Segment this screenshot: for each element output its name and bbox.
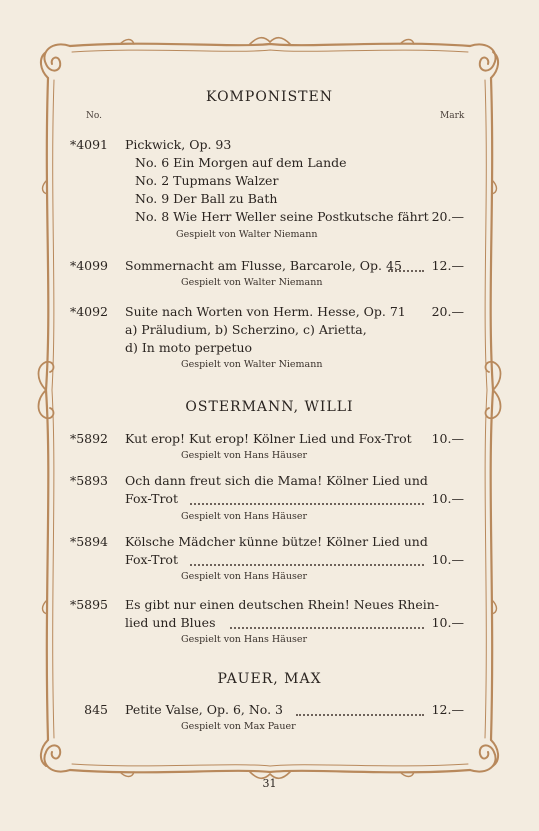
entry-subitem: No. 2 Tupmans Walzer bbox=[135, 173, 279, 188]
entry-title-continued: lied und Blues bbox=[125, 615, 216, 630]
entry-number: 845 bbox=[84, 702, 108, 717]
entry-price: 10.— bbox=[431, 552, 464, 567]
entry-performer: Gespielt von Hans Häuser bbox=[181, 450, 307, 461]
entry-subitem: No. 6 Ein Morgen auf dem Lande bbox=[135, 155, 347, 170]
column-header-number: No. bbox=[86, 111, 102, 121]
entry-number: *5895 bbox=[69, 597, 108, 612]
entry-title: Pickwick, Op. 93 bbox=[125, 137, 232, 152]
entry-performer: Gespielt von Max Pauer bbox=[181, 721, 296, 732]
column-header-price: Mark bbox=[440, 111, 465, 121]
entry-price: 10.— bbox=[431, 491, 464, 506]
dot-leader bbox=[190, 493, 424, 505]
dot-leader bbox=[230, 617, 424, 629]
entry-title: Es gibt nur einen deutschen Rhein! Neues Rhein- bbox=[125, 597, 439, 612]
entry-price: 12.— bbox=[431, 702, 464, 717]
entry-number: *5894 bbox=[69, 534, 108, 549]
entry-subitem: a) Präludium, b) Scherzino, c) Arietta, bbox=[125, 322, 367, 337]
entry-performer: Gespielt von Hans Häuser bbox=[181, 571, 307, 582]
entry-performer: Gespielt von Walter Niemann bbox=[181, 359, 323, 370]
entry-title: Petite Valse, Op. 6, No. 3 bbox=[125, 702, 283, 717]
entry-performer: Gespielt von Walter Niemann bbox=[176, 229, 318, 240]
entry-price: 12.— bbox=[431, 258, 464, 273]
page-number: 31 bbox=[262, 777, 277, 790]
dot-leader bbox=[190, 554, 424, 566]
entry-performer: Gespielt von Hans Häuser bbox=[181, 511, 307, 522]
entry-subitem: No. 9 Der Ball zu Bath bbox=[135, 191, 278, 206]
entry-performer: Gespielt von Hans Häuser bbox=[181, 634, 307, 645]
entry-performer: Gespielt von Walter Niemann bbox=[181, 277, 323, 288]
entry-title: Kölsche Mädcher künne bütze! Kölner Lied und bbox=[125, 534, 428, 549]
entry-title: Sommernacht am Flusse, Barcarole, Op. 45 bbox=[125, 258, 402, 273]
entry-title: Och dann freut sich die Mama! Kölner Lied und bbox=[125, 473, 428, 488]
entry-price: 10.— bbox=[431, 431, 464, 446]
entry-number: *4092 bbox=[69, 304, 108, 319]
entry-price: 10.— bbox=[431, 615, 464, 630]
section-heading-pauer: PAUER, MAX bbox=[217, 671, 322, 687]
dot-leader bbox=[296, 704, 424, 716]
section-heading-komponisten: KOMPONISTEN bbox=[206, 89, 333, 105]
entry-price: 20.— bbox=[431, 304, 464, 319]
entry-subitem: No. 8 Wie Herr Weller seine Postkutsche fährt bbox=[135, 209, 429, 224]
entry-title: Suite nach Worten von Herm. Hesse, Op. 71 bbox=[125, 304, 406, 319]
entry-title-continued: Fox-Trot bbox=[125, 552, 178, 567]
entry-number: *4091 bbox=[69, 137, 108, 152]
entry-number: *4099 bbox=[69, 258, 108, 273]
entry-title: Kut erop! Kut erop! Kölner Lied und Fox-Trot bbox=[125, 431, 412, 446]
section-heading-ostermann: OSTERMANN, WILLI bbox=[185, 399, 354, 415]
entry-number: *5892 bbox=[69, 431, 108, 446]
entry-subitem: d) In moto perpetuo bbox=[125, 340, 253, 355]
dot-leader bbox=[388, 260, 424, 272]
entry-number: *5893 bbox=[69, 473, 108, 488]
entry-price: 20.— bbox=[431, 209, 464, 224]
entry-title-continued: Fox-Trot bbox=[125, 491, 178, 506]
